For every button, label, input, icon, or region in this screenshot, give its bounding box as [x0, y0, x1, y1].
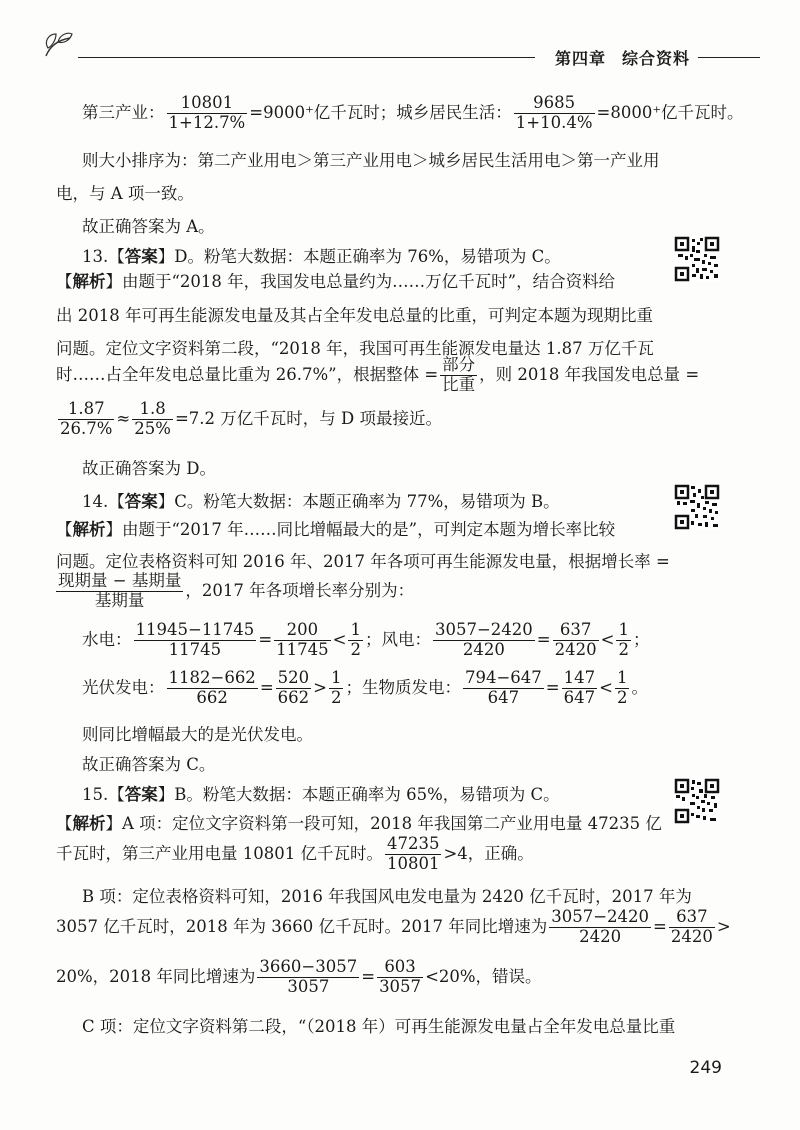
numerator: 11945−11745 [135, 620, 255, 639]
text-line [82, 621, 649, 660]
fraction [433, 621, 535, 660]
denominator: 比重 [442, 374, 476, 394]
numerator: 603 [377, 958, 423, 978]
fraction [377, 958, 423, 997]
text: = [258, 629, 273, 649]
fraction [463, 669, 544, 708]
text: 【 [56, 272, 73, 291]
fraction [562, 669, 598, 708]
explanation-tag: 解析 [72, 814, 106, 833]
text-line [56, 835, 534, 874]
text: >4，正确。 [443, 843, 534, 863]
text: =8000⁺亿千瓦时。 [596, 102, 744, 122]
text: 千瓦时，第三产业用电量 10801 亿千瓦时。 [56, 843, 383, 863]
text-line: 则大小排序为：第二产业用电＞第三产业用电＞城乡居民生活用电＞第一产业用 [82, 151, 660, 170]
qr-code-icon[interactable] [674, 778, 720, 824]
text-line: 电，与 A 项一致。 [56, 184, 194, 203]
text: 。 [631, 677, 648, 697]
text: =9000⁺亿千瓦时；城乡居民生活： [249, 102, 512, 122]
text-line: 问题。定位表格资料可知 2016 年、2017 年各项可再生能源发电量，根据增长率 = [56, 552, 670, 571]
denominator: 647 [563, 687, 596, 707]
text: 光伏发电： [82, 677, 165, 697]
text-line [56, 400, 442, 439]
answer-tag: 答案 [124, 247, 158, 266]
approx-sign: ≈ [116, 408, 131, 428]
text: 【 [56, 520, 73, 539]
text: = [259, 677, 274, 697]
q15-answer-heading [82, 781, 560, 805]
text: < [332, 629, 347, 649]
explanation-tag: 解析 [72, 272, 106, 291]
text-line: 则同比增幅最大的是光伏发电。 [82, 725, 313, 744]
numerator: 1182−662 [168, 668, 256, 687]
fraction [669, 908, 715, 947]
denominator: 2 [616, 687, 628, 707]
numerator: 47235 [386, 834, 440, 853]
answer-tag: 答案 [124, 785, 158, 804]
text: ，则 2018 年我国发电总量 = [479, 364, 700, 384]
text-line: 问题。定位文字资料第二段，“2018 年，我国可再生能源发电量达 1.87 万亿千瓦 [56, 339, 654, 358]
fraction [514, 94, 595, 133]
text-line [56, 356, 699, 395]
text: 】C。粉笔大数据：本题正确率为 77%，易错项为 B。 [157, 492, 560, 511]
fraction [276, 669, 312, 708]
header-rule-right [698, 57, 760, 58]
fraction [56, 572, 183, 611]
text: 时……占全年发电总量比重为 26.7%”，根据整体 = [56, 364, 439, 384]
text: 】D。粉笔大数据：本题正确率为 76%，易错项为 C。 [157, 247, 561, 266]
fraction [167, 669, 258, 708]
denominator: 2 [330, 687, 342, 707]
numerator: 1 [618, 620, 629, 639]
leaf-icon [40, 28, 76, 60]
text: < [600, 629, 615, 649]
numerator: 1 [330, 668, 342, 687]
text-line: C 项：定位文字资料第二段，“（2018 年）可再生能源发电量占全年发电总量比重 [82, 1017, 676, 1036]
q13-explanation-line [56, 268, 615, 292]
text-line: 出 2018 年可再生能源发电量及其占全年发电总量的比重，可判定本题为现期比重 [56, 306, 653, 325]
text: <20%，错误。 [425, 966, 542, 986]
text: = [653, 916, 667, 936]
numerator: 部分 [442, 355, 476, 374]
text: ；生物质发电： [345, 677, 461, 697]
text: 【 [56, 814, 73, 833]
fraction [58, 400, 114, 439]
text: 水电： [82, 629, 132, 649]
page-number: 249 [689, 1058, 722, 1078]
denominator: 基期量 [94, 590, 145, 610]
text: = [536, 629, 551, 649]
text: 】由题于“2017 年……同比增幅最大的是”，可判定本题为增长率比较 [105, 520, 616, 539]
question-number: 13.【 [82, 247, 125, 266]
numerator: 520 [277, 668, 310, 687]
fraction [132, 400, 173, 439]
text: 3057 亿千瓦时，2018 年为 3660 亿千瓦时。2017 年同比增速为 [56, 916, 548, 936]
explanation-tag: 解析 [72, 520, 106, 539]
answer-line: 故正确答案为 D。 [82, 459, 216, 478]
running-header [40, 28, 760, 68]
fraction [615, 669, 630, 708]
fraction [553, 621, 599, 660]
numerator: 9685 [514, 94, 595, 114]
denominator: 2 [618, 639, 629, 659]
denominator: 647 [487, 687, 520, 707]
numerator: 1 [616, 668, 628, 687]
header-rule-left [78, 57, 535, 58]
question-number: 14.【 [82, 492, 125, 511]
numerator: 1 [350, 620, 361, 639]
text-line [82, 94, 744, 133]
text-line: B 项：定位表格资料可知，2016 年我国风电发电量为 2420 亿千瓦时，2017 年为 [82, 887, 692, 906]
denominator: 1+10.4% [515, 112, 593, 132]
answer-tag: 答案 [124, 492, 158, 511]
text: ，2017 年各项增长率分别为： [185, 580, 415, 600]
text: 】A 项：定位文字资料第一段可知，2018 年我国第二产业用电量 47235 亿 [105, 814, 662, 833]
fraction [329, 669, 344, 708]
denominator: 2420 [670, 926, 713, 946]
text: ；风电： [364, 629, 431, 649]
numerator: 3057−2420 [551, 907, 650, 926]
denominator: 662 [196, 687, 228, 707]
text: 】B。粉笔大数据：本题正确率为 65%，易错项为 C。 [157, 785, 560, 804]
numerator: 1.8 [132, 400, 173, 420]
qr-code-icon[interactable] [674, 236, 720, 282]
question-number: 15.【 [82, 785, 125, 804]
denominator: 10801 [386, 853, 440, 873]
text-line [56, 908, 731, 947]
text: 】由题于“2018 年，我国发电总量约为……万亿千瓦时”，结合资料给 [105, 272, 616, 291]
text: 20%，2018 年同比增速为 [56, 966, 256, 986]
text: > [313, 677, 327, 697]
text-line [56, 572, 414, 611]
text-line [82, 669, 648, 708]
text: 第三产业： [82, 102, 165, 122]
fraction [616, 621, 631, 660]
section-label: 综合资料 [621, 49, 690, 68]
q14-answer-heading [82, 488, 560, 512]
denominator: 1+12.7% [168, 112, 246, 132]
text-line [56, 958, 542, 997]
numerator: 147 [563, 668, 596, 687]
fraction [348, 621, 363, 660]
numerator: 637 [553, 621, 599, 641]
chapter-label: 第四章 [554, 49, 606, 68]
text: < [599, 677, 613, 697]
fraction [440, 356, 477, 395]
fraction [167, 94, 248, 133]
fraction [385, 835, 442, 874]
fraction [549, 908, 651, 947]
denominator: 25% [134, 418, 171, 438]
numerator: 200 [274, 621, 331, 641]
text: = [545, 677, 560, 697]
answer-line: 故正确答案为 A。 [82, 217, 215, 236]
chapter-title [555, 46, 690, 69]
answer-line: 故正确答案为 C。 [82, 755, 216, 774]
numerator: 1.87 [58, 400, 114, 420]
denominator: 2 [350, 639, 361, 659]
q13-answer-heading [82, 243, 561, 267]
text: = [361, 966, 376, 986]
numerator: 现期量 − 基期量 [58, 571, 182, 590]
text: > [716, 916, 731, 936]
fraction [274, 621, 331, 660]
denominator: 3057 [287, 976, 330, 996]
denominator: 2420 [554, 639, 597, 659]
qr-code-icon[interactable] [674, 484, 720, 530]
text: =7.2 万亿千瓦时，与 D 项最接近。 [174, 408, 442, 428]
denominator: 3057 [379, 976, 422, 996]
q15-explanation-line [56, 810, 662, 834]
numerator: 3660−3057 [259, 957, 358, 976]
denominator: 26.7% [60, 418, 113, 438]
q14-explanation-line [56, 516, 615, 540]
numerator: 637 [669, 908, 715, 928]
denominator: 11745 [276, 639, 329, 659]
numerator: 3057−2420 [434, 620, 533, 639]
numerator: 10801 [167, 94, 248, 114]
numerator: 794−647 [464, 668, 542, 687]
text: ； [632, 629, 650, 649]
denominator: 2420 [579, 926, 622, 946]
fraction [257, 958, 359, 997]
denominator: 11745 [168, 639, 222, 659]
fraction [134, 621, 257, 660]
denominator: 2420 [462, 639, 505, 659]
denominator: 662 [277, 687, 310, 707]
